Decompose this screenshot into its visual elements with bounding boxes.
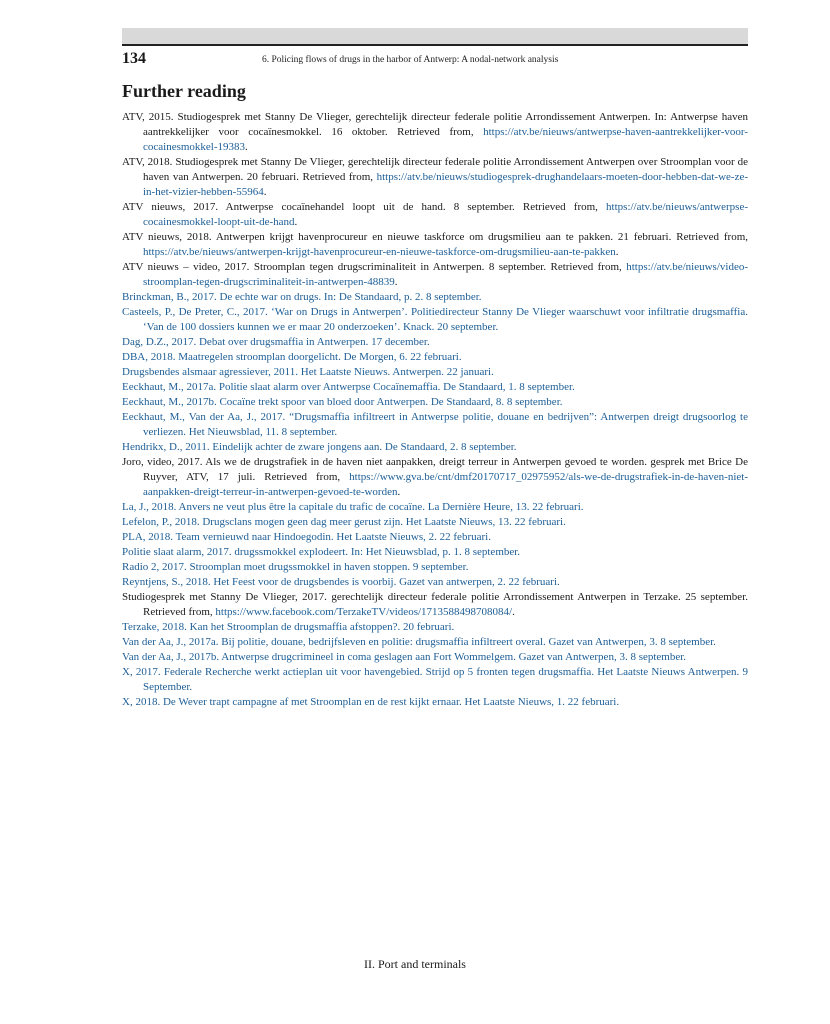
reference-end-punct: . — [245, 141, 248, 153]
reference-text: Eeckhaut, M., 2017b. Cocaïne trekt spoor van bloed door Antwerpen. De Standaard, 8. 8 september. — [122, 396, 563, 408]
reference-item[interactable] — [122, 560, 748, 575]
reference-text: Van der Aa, J., 2017b. Antwerpse drugcrimineel in coma geslagen aan Fort Wommelgem. Gazet van Antwerpen, 3. 8 september. — [122, 651, 687, 663]
reference-item[interactable] — [122, 695, 748, 710]
reference-text: Eeckhaut, M., Van der Aa, J., 2017. “Drugsmaffia infiltreert in Antwerpse politie, douane en bedrijven”: Antwerpen dreigt drugsoorlog te verliezen. Het Nieuwsblad, 11. 8 september. — [122, 411, 748, 438]
reference-text: ATV, 2015. Studiogesprek met Stanny De Vlieger, gerechtelijk directeur federale politie Arrondissement Antwerpen. In: Antwerpse haven aantrekkelijker voor cocaïnesmokkel. 16 oktober. Retrieved from, — [122, 111, 748, 138]
reference-url-link[interactable]: https://www.gva.be/cnt/dmf20170717_02975952/als-we-de-drugstrafiek-in-de-haven-niet-aanpakken-dreigt-terreur-in-antwerpen-gevoed-te-worden — [143, 471, 748, 498]
reference-text: Hendrikx, D., 2011. Eindelijk achter de zware jongens aan. De Standaard, 2. 8 september. — [122, 441, 517, 453]
page-footer: II. Port and terminals — [364, 957, 466, 971]
reference-text: DBA, 2018. Maatregelen stroomplan doorgelicht. De Morgen, 6. 22 februari. — [122, 351, 462, 363]
reference-end-punct: . — [615, 246, 619, 258]
reference-text: ATV nieuws – video, 2017. Stroomplan tegen drugscriminaliteit in Antwerpen. 8 september. Retrieved from, — [122, 261, 627, 273]
reference-item — [122, 230, 748, 260]
reference-item[interactable] — [122, 635, 748, 650]
reference-item[interactable] — [122, 650, 748, 665]
reference-item[interactable] — [122, 515, 748, 530]
reference-text: Studiogesprek met Stanny De Vlieger, 2017. gerechtelijk directeur federale politie Arrondissement Antwerpen in Terzake. 25 september. Retrieved from, — [122, 591, 748, 618]
reference-text: X, 2017. Federale Recherche werkt actieplan uit voor havengebied. Strijd op 5 fronten tegen drugsmaffia. Het Laatste Nieuws Antwerpen. 9 September. — [122, 666, 748, 693]
reference-item — [122, 455, 748, 500]
reference-text: Eeckhaut, M., 2017a. Politie slaat alarm over Antwerpse Cocaïnemaffia. De Standaard, 1. 8 september. — [122, 381, 575, 393]
reference-url-link[interactable]: https://atv.be/nieuws/video-stroomplan-tegen-drugscriminaliteit-in-antwerpen-48839 — [143, 261, 748, 288]
reference-item[interactable] — [122, 380, 748, 395]
reference-item[interactable] — [122, 335, 748, 350]
reference-end-punct: . — [512, 606, 515, 618]
reference-text: ATV, 2018. Studiogesprek met Stanny De Vlieger, gerechtelijk directeur federale politie Arrondissement Antwerpen over Stroomplan voor de haven van Antwerpen. 20 februari. Retrieved from, — [122, 156, 748, 183]
reference-text: La, J., 2018. Anvers ne veut plus être la capitale du trafic de cocaïne. La Dernière Heure, 13. 22 februari. — [122, 501, 584, 513]
reference-item[interactable] — [122, 350, 748, 365]
reference-text: ATV nieuws, 2017. Antwerpse cocaïnehandel loopt uit de hand. 8 september. Retrieved from, — [122, 201, 607, 213]
reference-item[interactable] — [122, 290, 748, 305]
running-header-bar — [122, 28, 748, 46]
reference-text: X, 2018. De Wever trapt campagne af met Stroomplan en de rest kijkt ernaar. Het Laatste Nieuws, 1. 22 februari. — [122, 696, 620, 708]
reference-text: Casteels, P., De Preter, C., 2017. ‘War on Drugs in Antwerpen’. Politiedirecteur Stanny De Vlieger waarschuwt voor infiltratie drugsmaffia. ‘Van de 100 dossiers kunnen we er maar 20 onderzoeken’. Knack. 20 september. — [122, 306, 748, 333]
reference-text: Joro, video, 2017. Als we de drugstrafiek in de haven niet aanpakken, dreigt terreur in Antwerpen gevoed te worden. gesprek met Brice De Ruyver, ATV, 17 juli. Retrieved from, — [122, 456, 748, 483]
reference-end-punct: . — [263, 186, 267, 198]
reference-item[interactable] — [122, 545, 748, 560]
reference-url-link[interactable]: https://atv.be/nieuws/antwerpse-cocainesmokkel-loopt-uit-de-hand — [143, 201, 748, 228]
reference-item — [122, 110, 748, 155]
reference-text: Terzake, 2018. Kan het Stroomplan de drugsmaffia afstoppen?. 20 februari. — [122, 621, 455, 633]
reference-text: Radio 2, 2017. Stroomplan moet drugssmokkel in haven stoppen. 9 september. — [122, 561, 469, 573]
reference-item[interactable] — [122, 440, 748, 455]
reference-text: Brinckman, B., 2017. De echte war on drugs. In: De Standaard, p. 2. 8 september. — [122, 291, 482, 303]
reference-text: Lefelon, P., 2018. Drugsclans mogen geen dag meer gerust zijn. Het Laatste Nieuws, 13. 22 februari. — [122, 516, 566, 528]
reference-item[interactable] — [122, 395, 748, 410]
reference-end-punct: . — [397, 486, 401, 498]
reference-url-link[interactable]: https://www.facebook.com/TerzakeTV/videos/1713588498708084/ — [215, 606, 513, 618]
reference-item — [122, 155, 748, 200]
reference-item — [122, 260, 748, 290]
reference-url-link[interactable]: https://atv.be/nieuws/antwerpse-haven-aantrekkelijker-voor-cocainesmokkel-19383 — [143, 126, 748, 153]
reference-item[interactable] — [122, 410, 748, 440]
page-number: 134 — [122, 50, 146, 67]
reference-item[interactable] — [122, 500, 748, 515]
reference-text: Dag, D.Z., 2017. Debat over drugsmaffia in Antwerpen. 17 december. — [122, 336, 430, 348]
reference-url-link[interactable]: https://atv.be/nieuws/antwerpen-krijgt-havenprocureur-en-nieuwe-taskforce-om-drugsmilieu-aan-te-pakken — [143, 246, 616, 258]
reference-text: ATV nieuws, 2018. Antwerpen krijgt havenprocureur en nieuwe taskforce om drugsmilieu aan te pakken. 21 februari. Retrieved from, — [122, 231, 748, 243]
running-head: 6. Policing flows of drugs in the harbor of Antwerp: A nodal-network analysis — [262, 55, 559, 65]
reference-url-link[interactable]: https://atv.be/nieuws/studiogesprek-drughandelaars-moeten-door-hebben-dat-we-ze-in-het-vizier-hebben-55964 — [143, 171, 748, 198]
reference-item — [122, 200, 748, 230]
reference-end-punct: . — [294, 216, 298, 228]
reference-text: PLA, 2018. Team vernieuwd naar Hindoegodin. Het Laatste Nieuws, 2. 22 februari. — [122, 531, 491, 543]
reference-item[interactable] — [122, 530, 748, 545]
section-title: Further reading — [122, 81, 246, 101]
reference-item — [122, 590, 748, 620]
reference-text: Van der Aa, J., 2017a. Bij politie, douane, bedrijfsleven en politie: drugsmaffia infiltreert overal. Gazet van Antwerpen, 3. 8 september. — [122, 636, 716, 648]
reference-text: Drugsbendes alsmaar agressiever, 2011. Het Laatste Nieuws. Antwerpen. 22 januari. — [122, 366, 494, 378]
reference-text: Reyntjens, S., 2018. Het Feest voor de drugsbendes is voorbij. Gazet van antwerpen, 2. 22 februari. — [122, 576, 560, 588]
reference-item[interactable] — [122, 620, 748, 635]
reference-list — [122, 110, 748, 710]
reference-item[interactable] — [122, 575, 748, 590]
reference-text: Politie slaat alarm, 2017. drugssmokkel explodeert. In: Het Nieuwsblad, p. 1. 8 september. — [122, 546, 521, 558]
reference-end-punct: . — [394, 276, 398, 288]
reference-item[interactable] — [122, 305, 748, 335]
reference-item[interactable] — [122, 665, 748, 695]
reference-item[interactable] — [122, 365, 748, 380]
